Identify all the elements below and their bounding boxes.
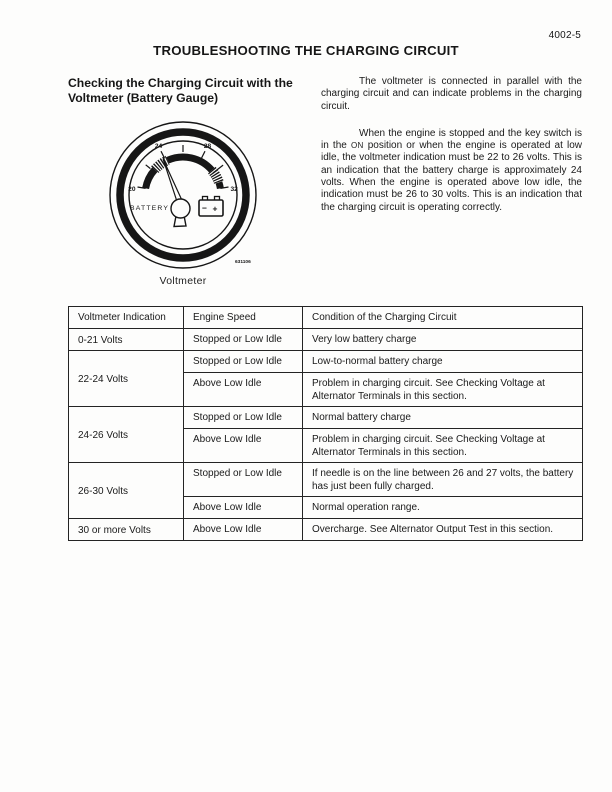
condition-cell: Normal battery charge — [303, 407, 583, 429]
page-number: 4002-5 — [548, 30, 581, 41]
dial-label: BATTERY — [130, 204, 170, 212]
scale-label-24: 24 — [154, 142, 163, 150]
battery-minus-sign: − — [202, 202, 207, 213]
table-row — [69, 351, 583, 373]
table-header-row — [69, 307, 583, 329]
key-switch-on-smallcaps: ON — [350, 141, 364, 151]
paragraph-intro: The voltmeter is connected in parallel with the charging circuit and can indicate problems in the charging circuit. — [321, 76, 582, 112]
figure-art-number: 631106 — [235, 259, 251, 265]
indication-cell: 0-21 Volts — [69, 329, 184, 351]
condition-cell: If needle is on the line between 26 and 27 volts, the battery has just been fully charged. — [303, 463, 583, 497]
section-heading: Checking the Charging Circuit with the Voltmeter (Battery Gauge) — [68, 76, 293, 106]
voltmeter-figure — [94, 111, 272, 287]
battery-icon — [199, 196, 223, 216]
page-title: TROUBLESHOOTING THE CHARGING CIRCUIT — [153, 43, 459, 58]
figure-caption: Voltmeter — [159, 274, 207, 287]
condition-cell: Very low battery charge — [303, 329, 583, 351]
scale-label-28: 28 — [203, 142, 212, 150]
speed-cell: Stopped or Low Idle — [184, 351, 303, 373]
speed-cell: Above Low Idle — [184, 429, 303, 463]
speed-cell: Stopped or Low Idle — [184, 329, 303, 351]
paragraph-2-text-before: When the engine is stopped and the key switch is in the — [321, 127, 582, 152]
indication-cell: 26-30 Volts — [69, 463, 184, 519]
scale-label-32: 32 — [230, 185, 238, 193]
speed-cell: Stopped or Low Idle — [184, 407, 303, 429]
gauge-hatched-zone-high — [212, 170, 219, 182]
gauge-outer-ring — [110, 122, 256, 268]
condition-cell: Problem in charging circuit. See Checking Voltage at Alternator Terminals in this section. — [303, 373, 583, 407]
header-engine-speed: Engine Speed — [184, 307, 303, 329]
right-column — [321, 76, 582, 287]
table-row — [69, 407, 583, 429]
speed-cell: Above Low Idle — [184, 519, 303, 541]
charging-circuit-troubleshooting-table — [68, 306, 583, 541]
speed-cell: Stopped or Low Idle — [184, 463, 303, 497]
needle-hub — [171, 199, 190, 218]
indication-cell: 30 or more Volts — [69, 519, 184, 541]
left-column — [68, 76, 310, 287]
paragraph-2-text-after: position or when the engine is operated at low idle, the voltmeter indication must be 22 to 26 volts. This is an indication that the battery charge is approximately 24 volts. When the engine is operated above low idle, the indication must be 26 to 30 volts. This is an indication that the charging circuit is operating correctly. — [321, 140, 582, 213]
battery-plus-sign: + — [212, 203, 218, 214]
condition-cell: Problem in charging circuit. See Checking Voltage at Alternator Terminals in this section. — [303, 429, 583, 463]
condition-cell: Overcharge. See Alternator Output Test in this section. — [303, 519, 583, 541]
gauge-needle — [163, 159, 190, 226]
scale-label-20: 20 — [128, 185, 136, 193]
paragraph-indication-ranges — [321, 128, 582, 214]
table-row — [69, 329, 583, 351]
table-row — [69, 463, 583, 497]
condition-cell: Low-to-normal battery charge — [303, 351, 583, 373]
indication-cell: 22-24 Volts — [69, 351, 184, 407]
indication-cell: 24-26 Volts — [69, 407, 184, 463]
condition-cell: Normal operation range. — [303, 497, 583, 519]
header-voltmeter-indication: Voltmeter Indication — [69, 307, 184, 329]
two-column-layout — [68, 76, 582, 287]
header-condition: Condition of the Charging Circuit — [303, 307, 583, 329]
voltmeter-gauge-illustration — [94, 111, 272, 274]
speed-cell: Above Low Idle — [184, 497, 303, 519]
table-row — [69, 519, 583, 541]
gauge-scale-arc — [146, 157, 221, 188]
speed-cell: Above Low Idle — [184, 373, 303, 407]
